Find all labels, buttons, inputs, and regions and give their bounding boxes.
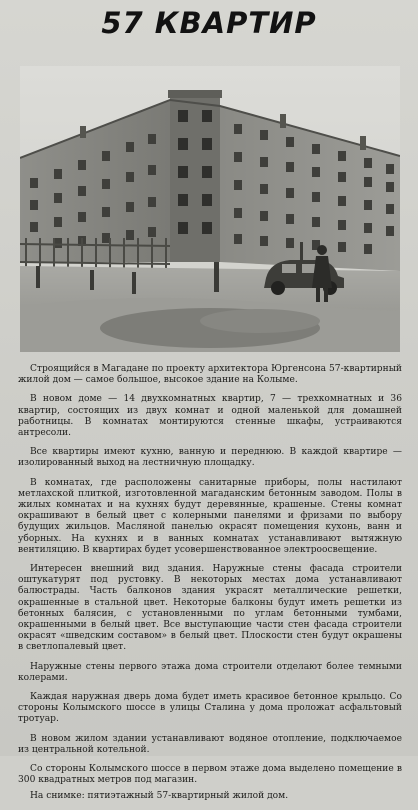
article-paragraph: Интересен внешний вид здания. Наружные стены фасада строители оштукатурят под рустовку. В некоторых местах дома устанавливают балюстрады. Часть балконов здания украсят металлические решетки, окрашенные в стальной цвет. Некоторые балконы будут иметь решетки из бетонных балясин, с установленными по углам бетонными тумбами, окрашенными в белый цвет. Все выступающие части стен фасада строители окрасят «шведским составом» в белый цвет. Плоскости стен будут окрашены в светлопалевый цвет.	[18, 564, 402, 653]
article-body	[18, 364, 402, 810]
article-paragraph: В новом жилом здании устанавливают водяное отопление, подключаемое из центральной котельной.	[18, 733, 402, 755]
article-paragraph: В новом доме — 14 двухкомнатных квартир, 7 — трехкомнатных и 36 квартир, состоящих из двух комнат и одной маленькой для домашней работницы. В комнатах монтируются стенные шкафы, устраиваются антресоли.	[18, 394, 402, 439]
article-paragraph: Каждая наружная дверь дома будет иметь красивое бетонное крыльцо. Со стороны Колымского шоссе в улицы Сталина у дома проложат асфальтовый тротуар.	[18, 692, 402, 725]
article-paragraph: Со стороны Колымского шоссе в первом этаже дома выделено помещение в 300 квадратных метров под магазин.	[18, 764, 402, 786]
article-paragraph: Все квартиры имеют кухню, ванную и переднюю. В каждой квартире — изолированный выход на лестничную площадку.	[18, 447, 402, 469]
headline: 57 КВАРТИР	[101, 6, 317, 40]
article-paragraph: В комнатах, где расположены санитарные приборы, полы настилают метлахской плиткой, изготовленной магаданским бетонным заводом. Полы в жилых комнатах и на кухнях будут деревянные, крашеные. Стены комнат окрашивают в белый цвет с колерными панелями и фризами по выбору будущих жильцов. Масляной панелью окрасят помещения кухонь, ванн и уборных. На кухнях и в ванных комнатах устанавливают вытяжную вентиляцию. В квартирах будет усовершенствованное электроосвещение.	[18, 477, 402, 555]
photo-apartment-building	[20, 66, 400, 352]
photo-caption: На снимке: пятиэтажный 57-квартирный жилой дом.	[30, 790, 289, 801]
article-paragraph: Строящийся в Магадане по проекту архитектора Юргенсона 57-квартирный жилой дом — самое большое, высокое здание на Колыме.	[18, 364, 402, 386]
article-paragraph: Наружные стены первого этажа дома строители отделают более темными колерами.	[18, 661, 402, 683]
